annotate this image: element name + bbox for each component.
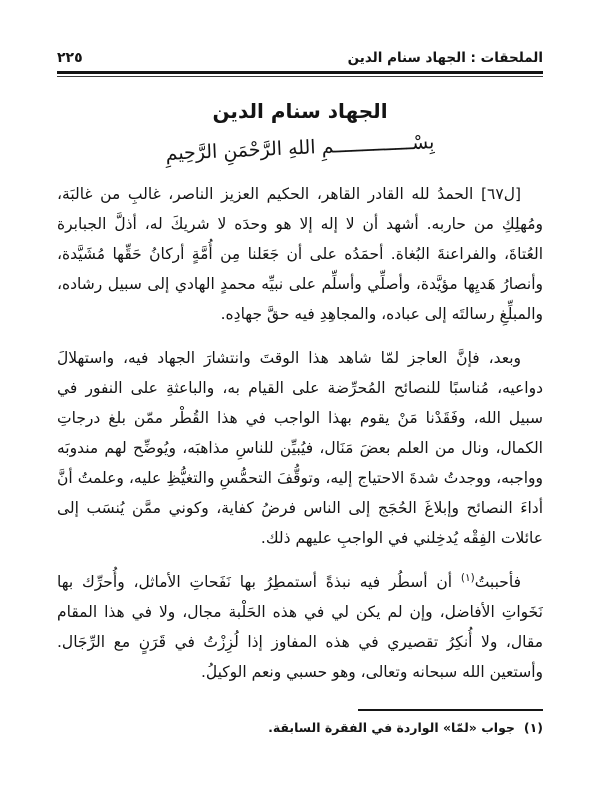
footnote-marker: (١) <box>523 720 543 735</box>
paragraph-3-rest: أن أسطُر فيه نبذةً أستمطِرُ بها نَفَحاتِ الأماثل، وأُحرِّك بها نَخَواتِ الأفاضل، وإن لم يكن لي في هذه الحَلْبة مجال، ولا في هذا المقام مقال، ولا أُنكِرُ تقصيري في هذه المفاوز إذا لُزِزْتُ في قَرَنٍ مع الرِّجَال. وأستعين الله سبحانه وتعالى، وهو حسبي ونعم الوكيلُ. <box>57 573 543 681</box>
header-rule <box>57 71 543 77</box>
page-number: ٢٢٥ <box>57 50 83 66</box>
footnote-separator <box>358 709 543 711</box>
paragraph-1: [ل٦٧] الحمدُ لله القادر القاهر، الحكيم العزيز الناصر، غالبِ من غالبَة، ومُهلِكِ من حاربه. أشهد أن لا إله إلا هو وحدَه لا شريكَ له، أذلَّ الجبابرة العُتاةَ، والفراعنةَ البُغاة. أحمَدُه على أن جَعَلنا مِن أُمَّةٍ أركانُ حَقِّها مُشَيَّدة، وأنصارُ هَديِها مؤيَّدة، وأصلِّي وأسلِّم على نبيِّه محمدٍ الهادي إلى سبيل رشاده، والمبلِّغِ رسالتَه إلى عباده، والمجاهِدِ فيه حقَّ جهادِه. <box>57 185 543 323</box>
running-title: الملحقات : الجهاد سنام الدين <box>347 50 543 66</box>
body-text <box>57 179 543 687</box>
basmala-calligraphy: بِسْــــــــــــــمِ اللهِ الرَّحْمَنِ الرَّحِيمِ <box>165 131 435 165</box>
page-header <box>57 50 543 71</box>
footnote-text: جواب «لمّا» الواردة في الفقرة السابقة. <box>268 720 515 735</box>
footnote-area <box>57 709 543 738</box>
paragraph-3-lead: فأحببتُ <box>474 573 521 591</box>
paragraph-2: وبعد، فإنَّ العاجز لمّا شاهد هذا الوقتَ وانتشارَ الجهاد فيه، واستهلالَ دواعيه، مُناسبًا للنصائح المُحرِّضة على القيام به، والباعثةِ على النفور في سبيل الله، وفَقَدْنا مَنْ يقوم بهذا الواجب في هذا القُطْر ممّن بلغ درجاتِ الكمال، ونال من العلم بعضَ مَنَال، فيُبيِّن للناسِ مذاهبَه، ويُوضِّح لهم مندوبَه وواجبه، ووجدتُ شدةَ الاحتياج إليه، وتوقُّفَ التحمُّسِ والتغيُّظِ عليه، وعلمتُ أنَّ أداءَ النصائح وإبلاغَ الحُجَج إلى الناس فرضُ كفاية، وكوني ممَّن يُنسَب إلى عائلات الفِقْه يُدخِلني في الواجبِ عليهم ذلك. <box>57 349 543 547</box>
chapter-title: الجهاد سنام الدين <box>212 99 388 123</box>
footnote <box>57 718 543 738</box>
paragraph-3 <box>57 567 543 687</box>
footnote-reference: (١) <box>460 571 475 584</box>
